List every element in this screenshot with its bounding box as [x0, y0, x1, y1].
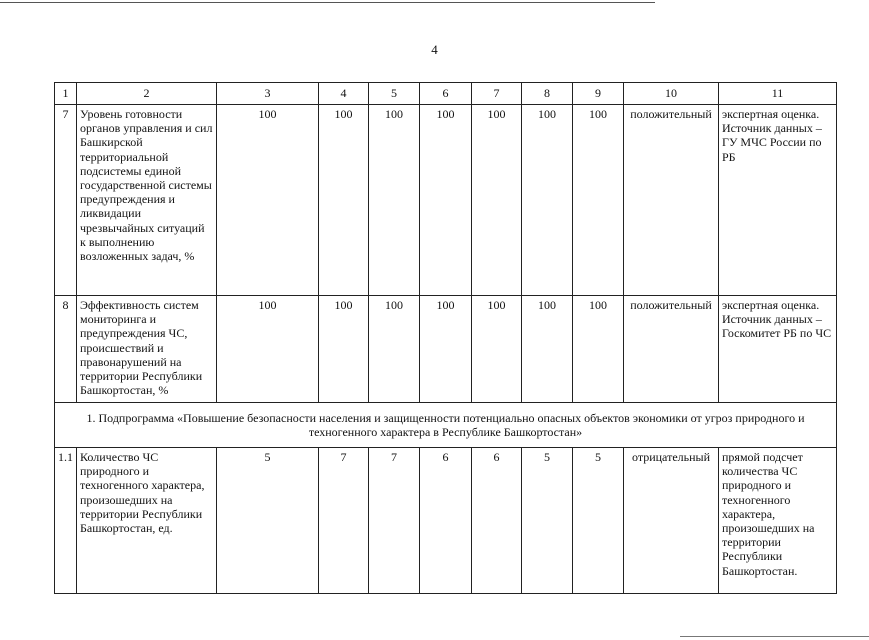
indicator-value: 6	[472, 448, 522, 594]
column-header: 1	[55, 83, 77, 105]
indicator-value: 5	[573, 448, 624, 594]
indicator-value: 6	[420, 448, 472, 594]
row-number: 1.1	[55, 448, 77, 594]
table-row	[55, 105, 837, 296]
column-header: 10	[624, 83, 719, 105]
table-header-row	[55, 83, 837, 105]
subprogram-title: 1. Подпрограмма «Повышение безопасности населения и защищенности потенциально опасных объектов экономики от угроз природного и техногенного характера в Республике Башкортостан»	[55, 403, 837, 448]
indicator-value: 100	[522, 105, 573, 296]
indicator-value: 7	[369, 448, 420, 594]
indicator-dynamics: отрицательный	[624, 448, 719, 594]
indicator-method: экспертная оценка. Источник данных – ГУ МЧС России по РБ	[719, 105, 837, 296]
column-header: 8	[522, 83, 573, 105]
indicator-value: 100	[319, 105, 369, 296]
indicator-name: Количество ЧС природного и техногенного характера, произошедших на территории Республики Башкортостан, ед.	[77, 448, 217, 594]
page-number: 4	[431, 42, 438, 57]
row-number: 7	[55, 105, 77, 296]
top-scan-edge-line	[0, 2, 655, 3]
indicator-value: 5	[217, 448, 319, 594]
indicator-method: экспертная оценка. Источник данных – Госкомитет РБ по ЧС	[719, 296, 837, 403]
subprogram-row	[55, 403, 837, 448]
indicator-value: 100	[420, 296, 472, 403]
indicator-dynamics: положительный	[624, 296, 719, 403]
row-number: 8	[55, 296, 77, 403]
indicator-value: 100	[217, 105, 319, 296]
indicator-name: Эффективность систем мониторинга и предупреждения ЧС, происшествий и правонарушений на территории Республики Башкортостан, %	[77, 296, 217, 403]
indicator-value: 100	[369, 105, 420, 296]
column-header: 7	[472, 83, 522, 105]
bottom-scan-edge-line	[680, 636, 869, 637]
column-header: 2	[77, 83, 217, 105]
indicator-value: 100	[420, 105, 472, 296]
column-header: 6	[420, 83, 472, 105]
column-header: 11	[719, 83, 837, 105]
indicator-value: 100	[573, 296, 624, 403]
indicator-value: 7	[319, 448, 369, 594]
column-header: 5	[369, 83, 420, 105]
indicator-value: 100	[369, 296, 420, 403]
indicator-value: 100	[472, 105, 522, 296]
table-row	[55, 296, 837, 403]
indicator-value: 5	[522, 448, 573, 594]
table-row	[55, 448, 837, 594]
column-header: 4	[319, 83, 369, 105]
indicator-name: Уровень готовности органов управления и сил Башкирской территориальной подсистемы единой государственной системы предупреждения и ликвидации чрезвычайных ситуаций к выполнению возложенных задач, %	[77, 105, 217, 296]
column-header: 9	[573, 83, 624, 105]
column-header: 3	[217, 83, 319, 105]
indicator-value: 100	[319, 296, 369, 403]
indicator-value: 100	[217, 296, 319, 403]
indicators-table	[54, 82, 837, 594]
indicator-dynamics: положительный	[624, 105, 719, 296]
indicator-value: 100	[522, 296, 573, 403]
indicator-value: 100	[472, 296, 522, 403]
indicator-method: прямой подсчет количества ЧС природного и техногенного характера, произошедших на территории Республики Башкортостан.	[719, 448, 837, 594]
indicator-value: 100	[573, 105, 624, 296]
